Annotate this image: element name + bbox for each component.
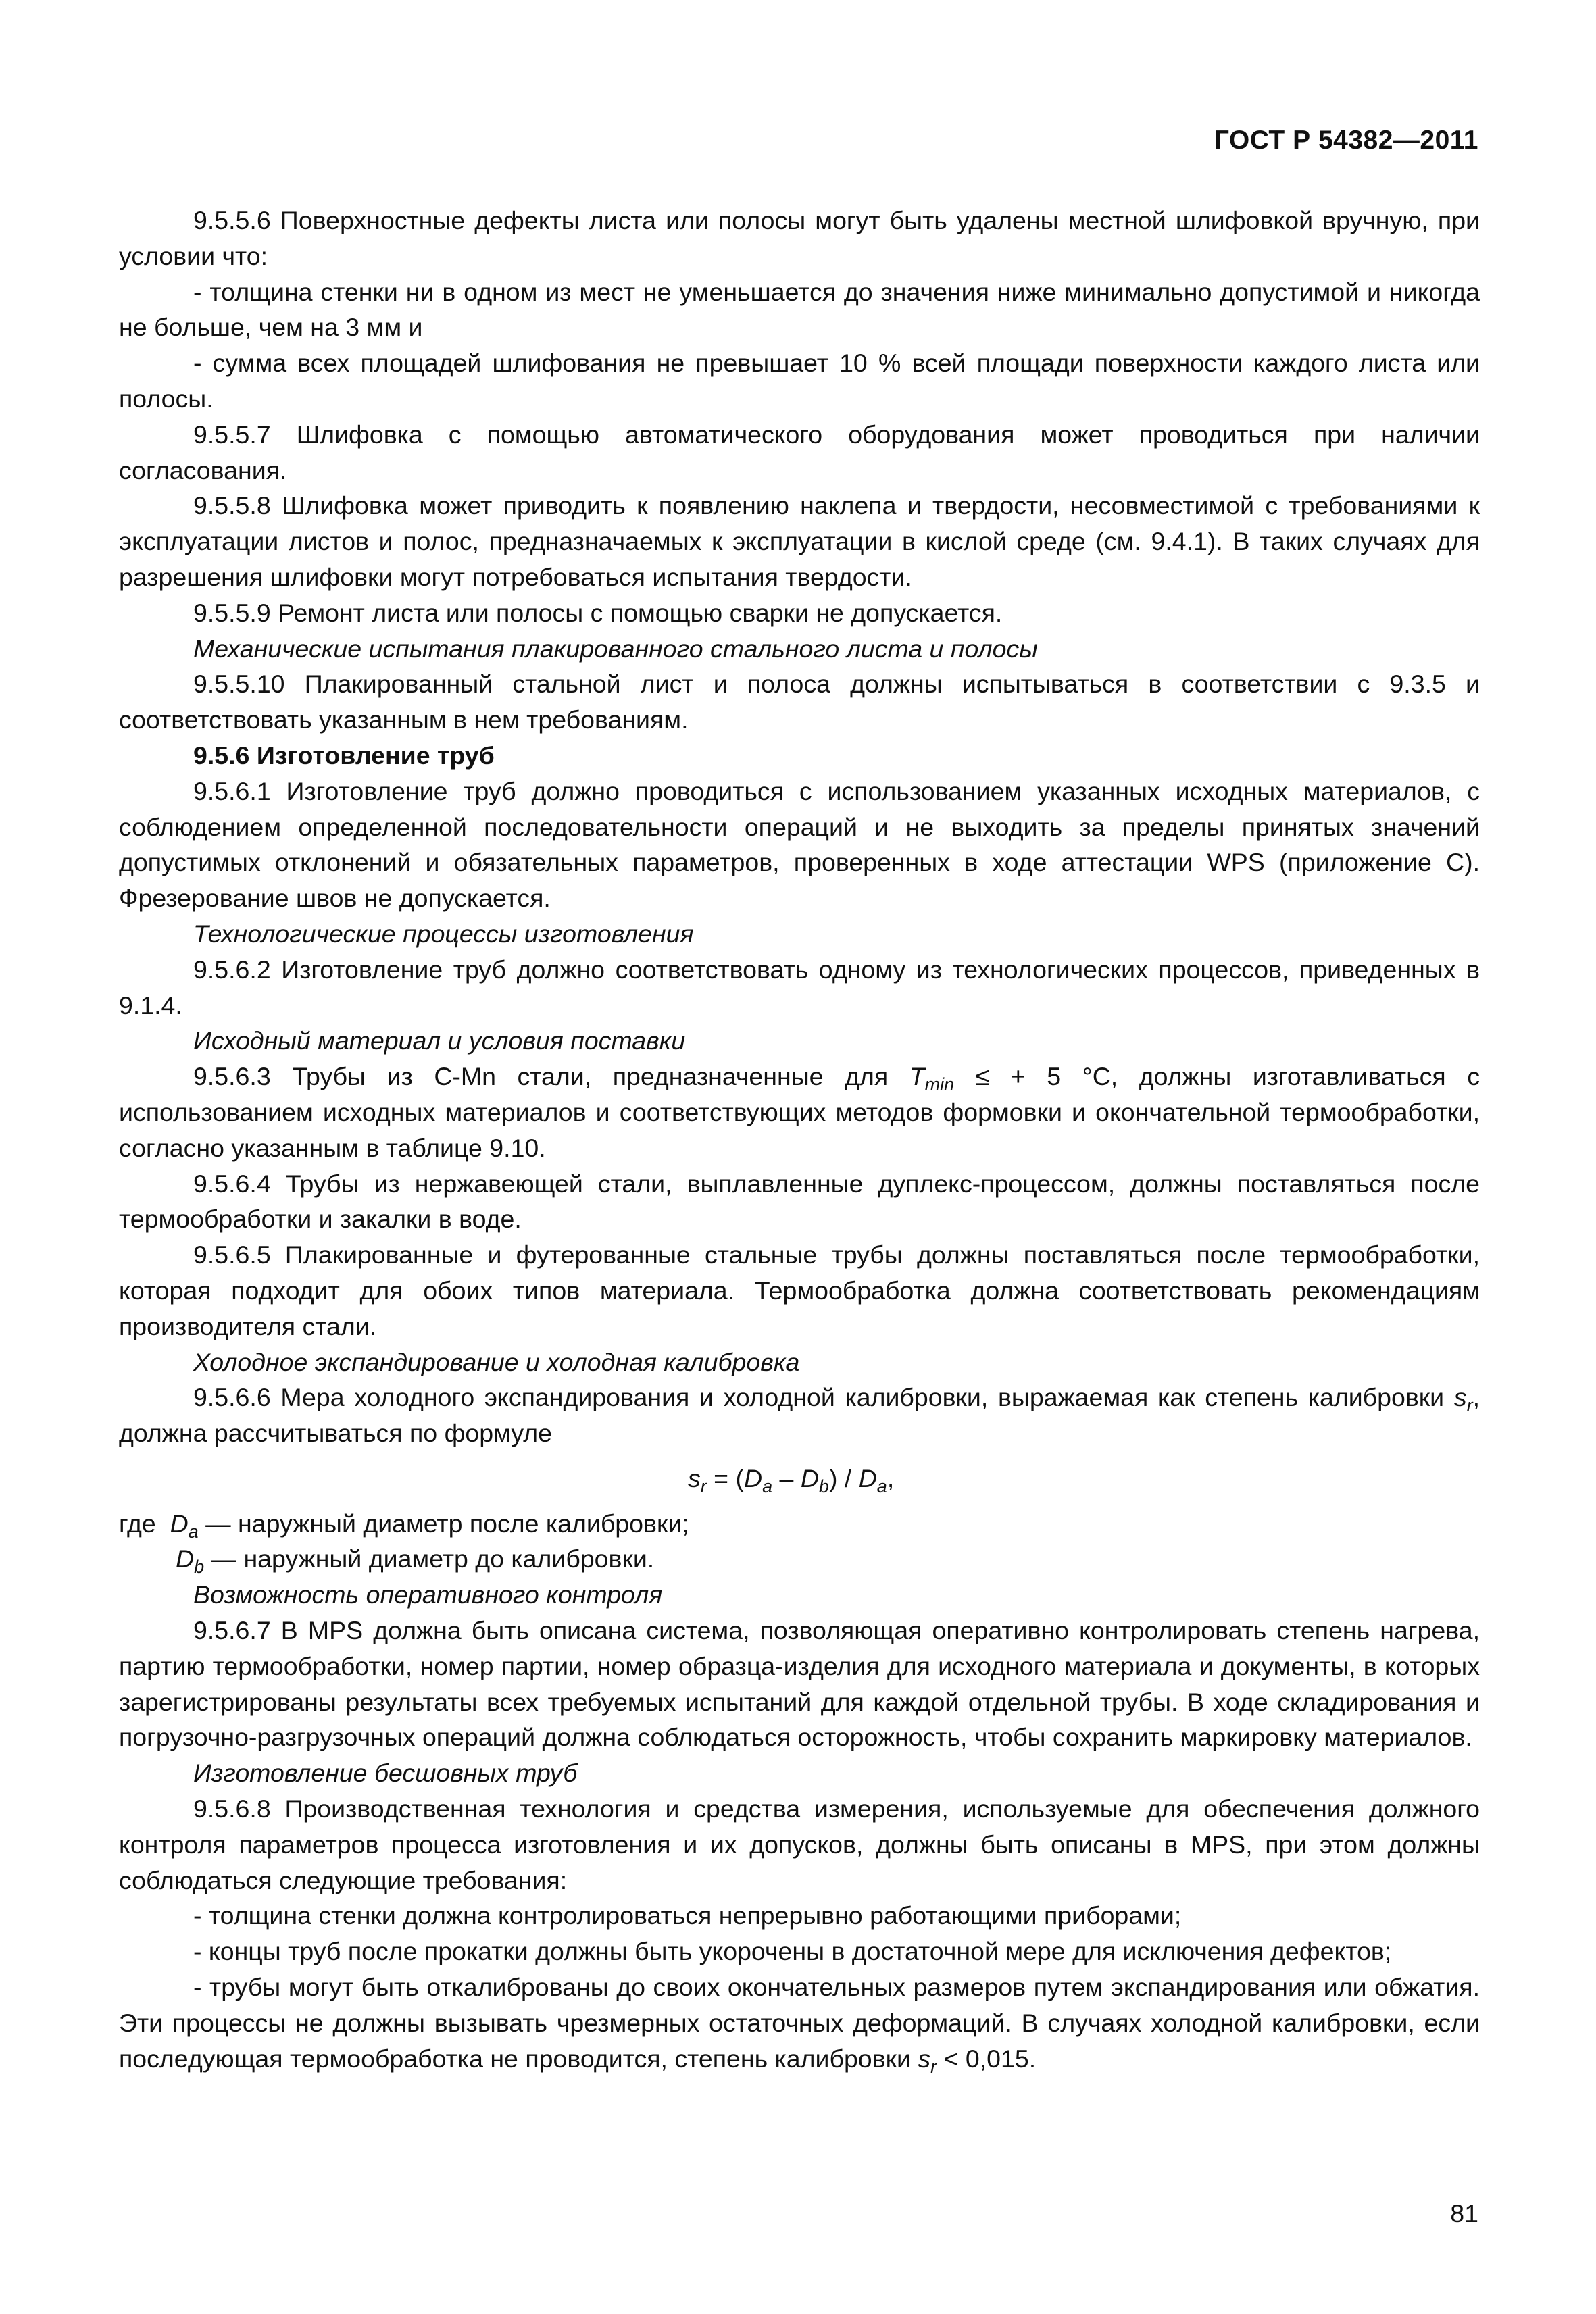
subheading-seamless-pipes: Изготовление бесшовных труб [193, 1759, 578, 1788]
subheading-cold-expansion: Холодное экспандирование и холодная калибровка [193, 1347, 800, 1376]
list-item: - толщина стенки должна контролироваться непрерывно работающими приборами; [193, 1901, 1182, 1930]
page-number: 81 [1450, 2199, 1478, 2228]
paragraph-9-5-6-5: 9.5.6.5 Плакированные и футерованные стальные трубы должны поставляться после термообработки, которая подходит для обоих типов материала. Термообработка должна соответствовать рекомендациям производителя стали. [119, 1240, 1480, 1340]
section-heading-9-5-6: 9.5.6 Изготовление труб [193, 740, 495, 770]
paragraph-9-5-6-2: 9.5.6.2 Изготовление труб должно соответствовать одному из технологических процессов, приведенных в 9.1.4. [119, 955, 1480, 1020]
subheading-mechanical-tests: Механические испытания плакированного стального листа и полосы [193, 634, 1038, 663]
list-item: - трубы могут быть откалиброваны до своих окончательных размеров путем экспандирования или обжатия. Эти процессы не должны вызывать чрезмерных остаточных деформаций. В случаях холодной калибровки, если последующая термообработка не проводится, степень калибровки $s_r < 0,015$. [119, 1973, 1480, 2077]
formula-legend-line: $D_b$ — наружный диаметр до калибровки. [176, 1544, 655, 1578]
paragraph-9-5-6-3: 9.5.6.3 Трубы из C-Mn стали, предназначенные для $T_{min}$ ≤ + 5 °С, должны изготавливаться с использованием исходных материалов и соответствующих методов формовки и окончательной термообработки, согласно указанным в таблице 9.10. [119, 1062, 1480, 1162]
subheading-processes: Технологические процессы изготовления [193, 919, 694, 948]
subheading-traceability: Возможность оперативного контроля [193, 1580, 663, 1609]
paragraph-9-5-6-1: 9.5.6.1 Изготовление труб должно проводиться с использованием указанных исходных материалов, с соблюдением определенной последовательности операций и не выходить за пределы принятых значений допустимых отклонений и обязательных параметров, проверенных в ходе аттестации WPS (приложение С). Фрезерование швов не допускается. [119, 776, 1480, 913]
list-item: - концы труб после прокатки должны быть укорочены в достаточной мере для исключения дефектов; [193, 1937, 1392, 1966]
paragraph-9-5-5-10: 9.5.5.10 Плакированный стальной лист и полоса должны испытываться в соответствии с 9.3.5 и соответствовать указанным в нем требованиям. [119, 670, 1480, 734]
document-body [119, 203, 1480, 2076]
standard-code: ГОСТ Р 54382—2011 [1214, 126, 1478, 155]
list-item: - сумма всех площадей шлифования не превышает 10 % всей площади поверхности каждого листа или полосы. [119, 349, 1480, 413]
paragraph-9-5-6-6: 9.5.6.6 Мера холодного экспандирования и холодной калибровки, выражаемая как степень калибровки $s_r$, должна рассчитываться по формуле [119, 1383, 1480, 1448]
paragraph-9-5-5-8: 9.5.5.8 Шлифовка может приводить к появлению наклепа и твердости, несовместимой с требованиями к эксплуатации листов и полос, предназначаемых к эксплуатации в кислой среде (см. 9.4.1). В таких случаях для разрешения шлифовки могут потребоваться испытания твердости. [119, 491, 1480, 591]
paragraph-9-5-5-9: 9.5.5.9 Ремонт листа или полосы с помощью сварки не допускается. [193, 598, 1003, 627]
paragraph-9-5-5-6: 9.5.5.6 Поверхностные дефекты листа или полосы могут быть удалены местной шлифовкой вручную, при условии что: [119, 206, 1480, 270]
paragraph-9-5-6-7: 9.5.6.7 В MPS должна быть описана система, позволяющая оперативно контролировать степень нагрева, партию термообработки, номер партии, номер образца-изделия для исходного материала и документы, в которых зарегистрированы результаты всех требуемых испытаний для каждой отдельной трубы. В ходе складирования и погрузочно-разгрузочных операций должна соблюдаться осторожность, чтобы сохранить маркировку материалов. [119, 1616, 1480, 1752]
paragraph-9-5-5-7: 9.5.5.7 Шлифовка с помощью автоматического оборудования может проводиться при наличии согласования. [119, 420, 1480, 484]
subheading-source-material: Исходный материал и условия поставки [193, 1026, 686, 1055]
formula-legend-line: где $D_a$ — наружный диаметр после калибровки; [119, 1509, 689, 1542]
paragraph-9-5-6-8: 9.5.6.8 Производственная технология и средства измерения, используемые для обеспечения должного контроля параметров процесса изготовления и их допусков, должны быть описаны в MPS, при этом должны соблюдаться следующие требования: [119, 1794, 1480, 1894]
formula-sizing-ratio: $s_r = (D_a - D_b) / D_a$, [688, 1463, 895, 1496]
list-item: - толщина стенки ни в одном из мест не уменьшается до значения ниже минимально допустимой и никогда не больше, чем на 3 мм и [119, 277, 1480, 342]
paragraph-9-5-6-4: 9.5.6.4 Трубы из нержавеющей стали, выплавленные дуплекс-процессом, должны поставляться после термообработки и закалки в воде. [119, 1169, 1480, 1234]
